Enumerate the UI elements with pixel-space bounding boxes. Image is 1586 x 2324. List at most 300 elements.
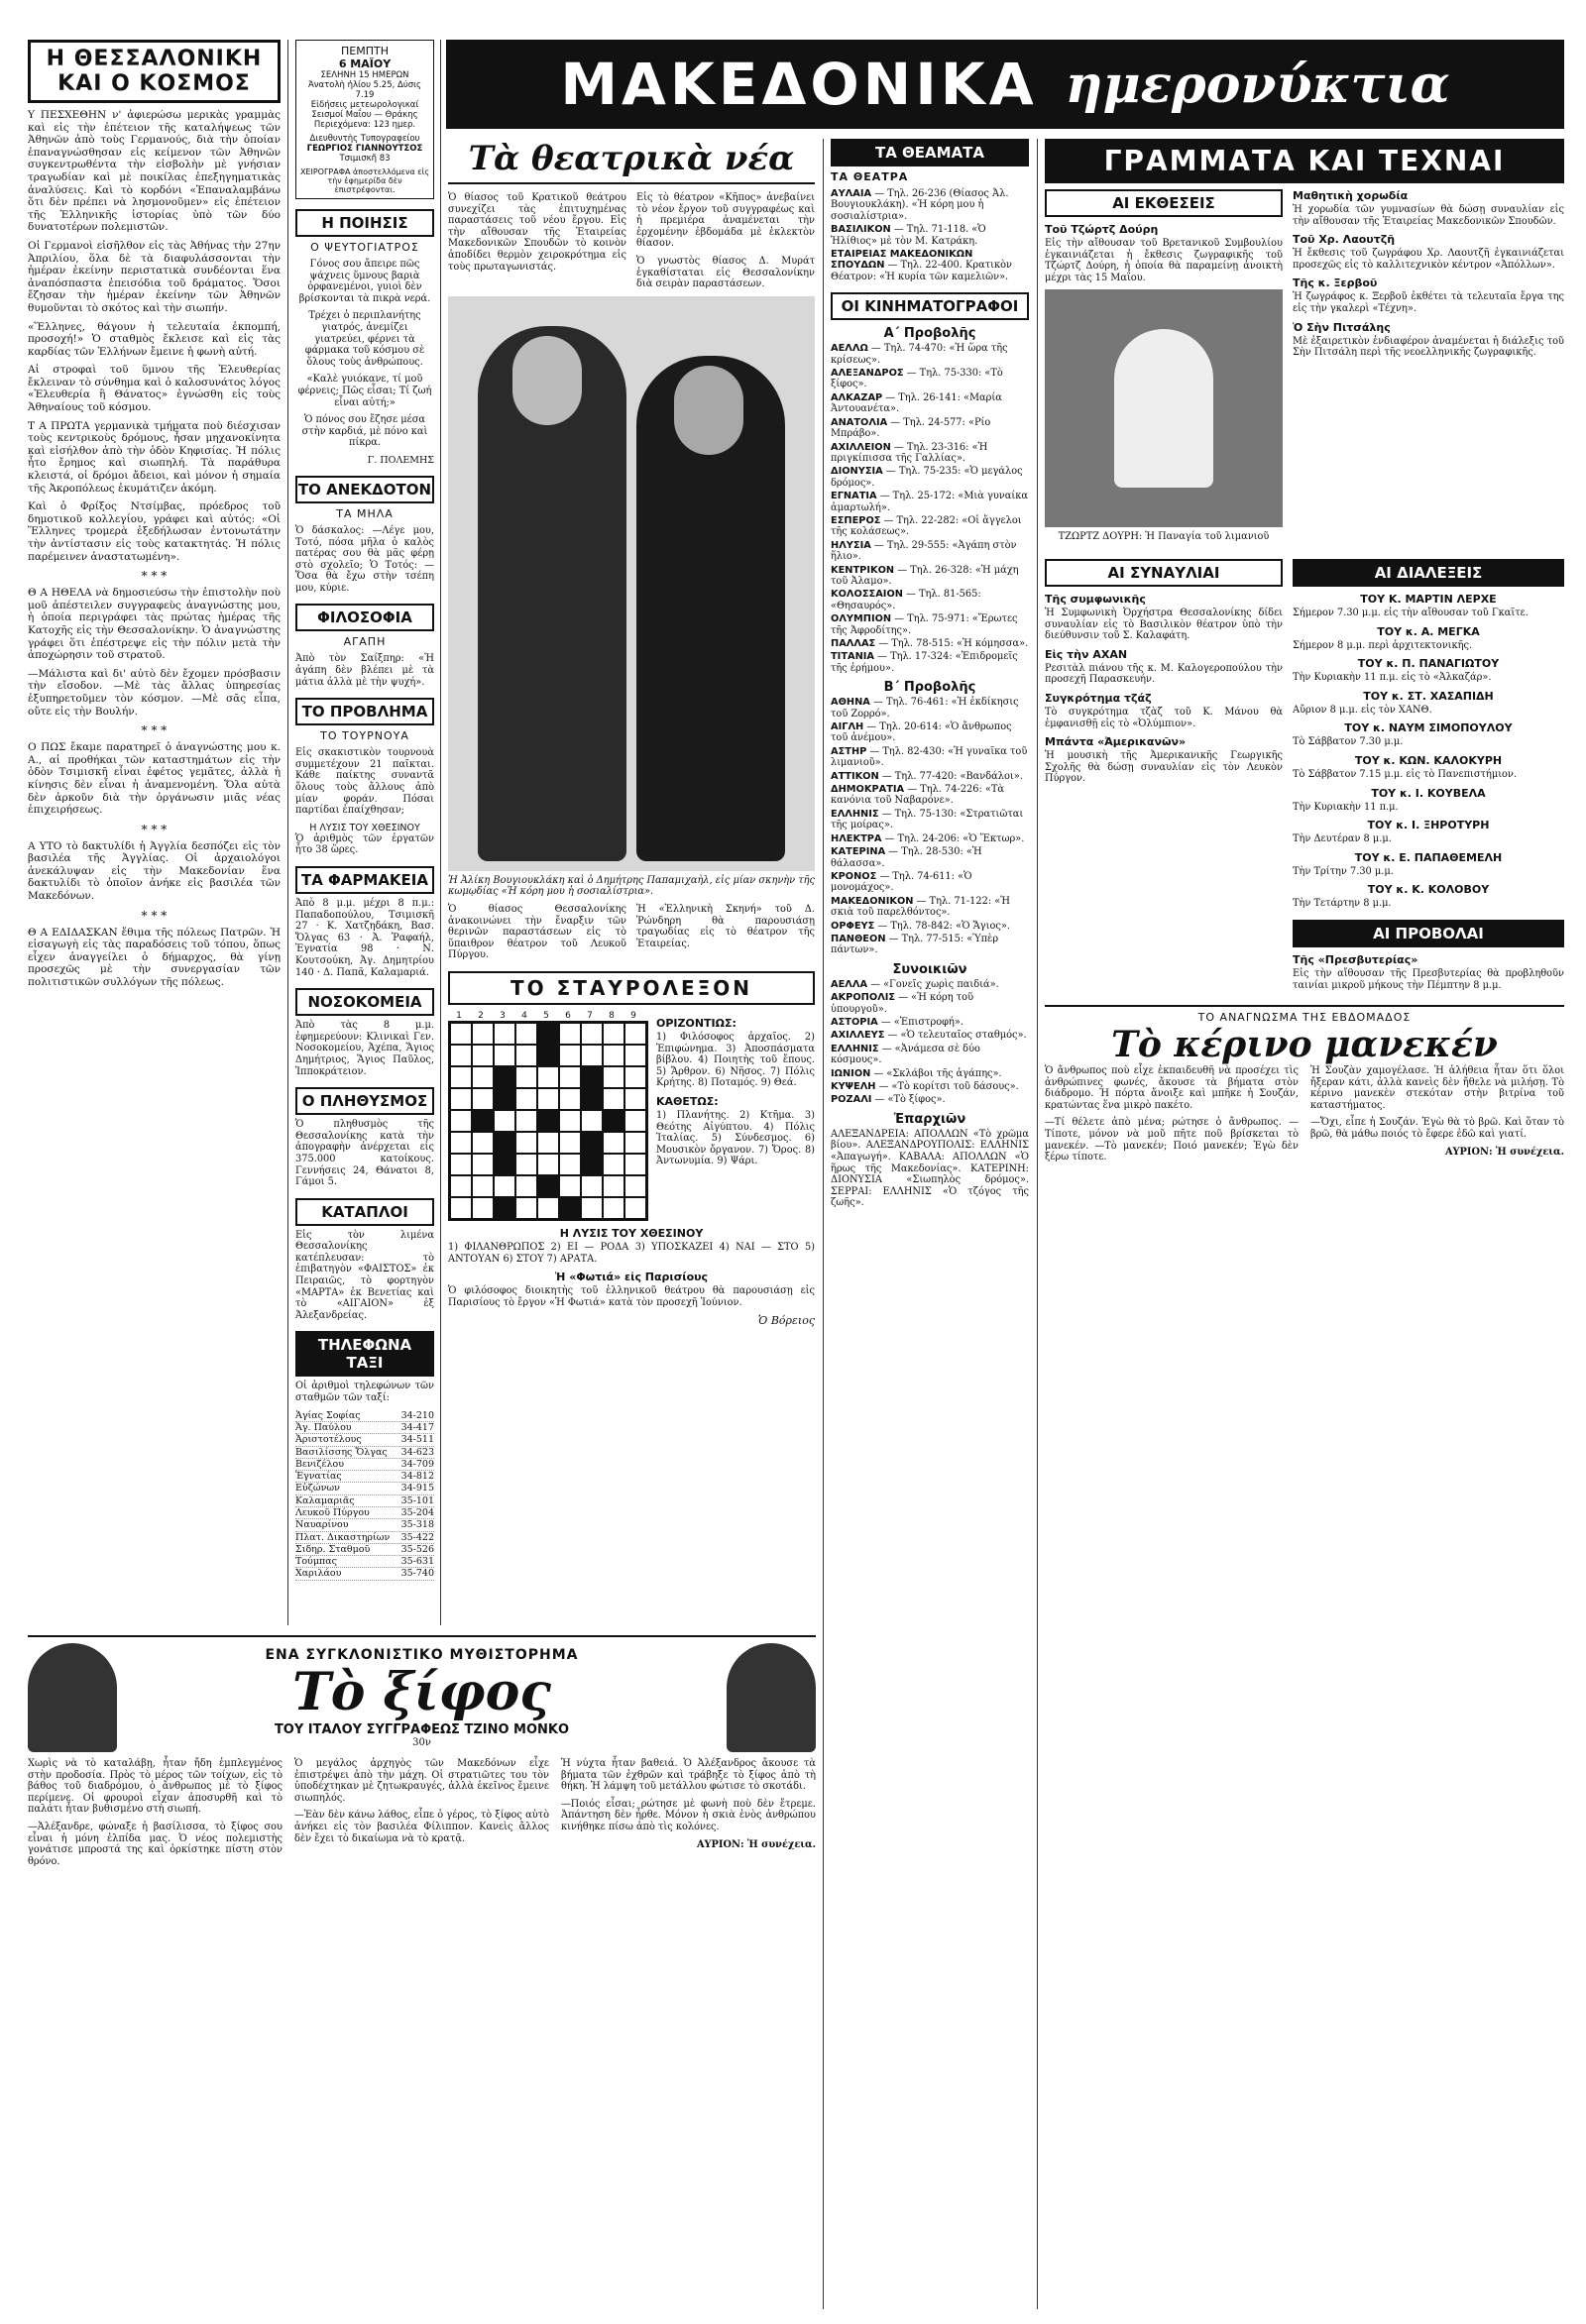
- crossword-cell[interactable]: [581, 1110, 603, 1132]
- cinema-listing-details: Τηλ. 75-330: «Τὸ ξίφος».: [831, 368, 1003, 390]
- crossword-across-clues: 1) Φιλόσοφος ἀρχαῖος. 2) Ἐπιφώνημα. 3) Ἀποσπάσματα βίβλου. 4) Ποιητὴς τοῦ ἔπους. 5) Ἄρθρον. 6) Νῆσος. 7) Πόλις Κρήτης. 8) Ποταμός. 9) Θεά.: [656, 1032, 815, 1089]
- neighbourhood-title: Συνοικιῶν: [892, 961, 967, 977]
- crossword-column-numbers: [448, 1011, 646, 1021]
- crossword-number: 8: [609, 1011, 615, 1022]
- taxi-station: Ἀριστοτέλους: [295, 1434, 362, 1446]
- concert-title: Τῆς συμφωνικῆς: [1045, 592, 1146, 606]
- crossword-cell[interactable]: [494, 1110, 515, 1132]
- exhibition-title: Ὁ Σὴν Πιτσάλης: [1293, 320, 1391, 334]
- crossword-black-cell: [581, 1154, 603, 1175]
- novel-next: ΑΥΡΙΟΝ: Ἡ συνέχεια.: [696, 1838, 816, 1850]
- cinema-name: ΑΕΛΛΩ: [831, 343, 868, 355]
- cinema-listing: ΕΓΝΑΤΙΑ — Τηλ. 25-172: «Μιὰ γυναίκα ἀμαρτωλή».: [831, 491, 1028, 513]
- crossword-cell[interactable]: [537, 1088, 559, 1110]
- taxi-station: Εὐζώνων: [295, 1483, 340, 1494]
- crossword-black-cell: [581, 1088, 603, 1110]
- answer-text: Ὁ ἀριθμὸς τῶν ἐργατῶν ἦτο 38 ὥρες.: [295, 832, 434, 856]
- problem-subtitle: ΤΟ ΤΟΥΡΝΟΥΑ: [320, 729, 409, 743]
- crossword-cell[interactable]: [624, 1175, 646, 1197]
- poem-stanza: Ὁ πόνος σου ἔζησε μέσα στὴν καρδιά, μὲ πόνο καὶ πίκρα.: [301, 414, 428, 449]
- cinema-listing-details: «Ἐπιστροφή».: [893, 1016, 963, 1028]
- cinema-name: ΑΚΡΟΠΟΛΙΣ: [831, 992, 896, 1004]
- crossword-cell[interactable]: [450, 1066, 472, 1088]
- painting-photo: [1045, 289, 1283, 527]
- column-short-items: [295, 40, 434, 1581]
- crossword-cell[interactable]: [515, 1110, 537, 1132]
- taxi-station: Καλαμαριᾶς: [295, 1494, 355, 1506]
- cinemas-first-run-list: [831, 343, 1029, 674]
- cinema-name: ΑΧΙΛΛΕΥΣ: [831, 1030, 885, 1042]
- city-world-title-line1: Η ΘΕΣΣΑΛΟΝΙΚΗ: [46, 47, 263, 71]
- column-letters-arts: [1045, 139, 1564, 1166]
- cinema-name: ΙΩΝΙΟΝ: [831, 1067, 871, 1079]
- theatre-news-title: Τὰ θεατρικὰ νέα: [448, 139, 815, 184]
- hospital-list: Ἀπὸ τὰς 8 μ.μ. ἐφημερεύουν: Κλινικαὶ Γεν. Νοσοκομείου, Ἀχέπα, Ἅγιος Δημήτριος, Ἅγιος Παῦλος, Ἱπποκράτειον.: [295, 1020, 434, 1077]
- newspaper-page: [28, 40, 1564, 2309]
- novel-paragraph: Ὁ μεγάλος ἀρχηγὸς τῶν Μακεδόνων εἶχε ἐπιστρέψει ἀπὸ τὴν μάχη. Οἱ στρατιῶτες του τὸν ὑποδέχτηκαν μὲ ζητωκραυγές, ἀλλὰ ἐκεῖνος ἔμεινε σιωπηλός.: [294, 1758, 549, 1804]
- crossword-number: 7: [587, 1011, 593, 1022]
- crossword-cell[interactable]: [559, 1132, 581, 1154]
- column-rule: [823, 139, 824, 2309]
- cinema-listing-details: Τηλ. 82-430: «Ἡ γυναῖκα τοῦ λιμανιοῦ».: [831, 745, 1028, 769]
- theatre-listing-details: Τηλ. 26-236 (Θίασος Ἀλ. Βουγιουκλάκη). «Ἡ κόρη μου ἡ σοσιαλίστρια».: [831, 188, 1009, 222]
- lecture-speaker: ΤΟΥ κ. ΝΑΥΜ ΣΙΜΟΠΟΥΛΟΥ: [1344, 721, 1513, 735]
- crossword-cell[interactable]: [515, 1154, 537, 1175]
- crossword-cell[interactable]: [515, 1023, 537, 1045]
- city-world-paragraph: Αἱ στροφαὶ τοῦ ὕμνου τῆς Ἐλευθερίας ἔκλειναν τὸ σύνθημα καὶ ὁ καλοσυνάτος λόγος «Ἐλευθερία ἢ Θάνατος» ἐγνώσθη εἰς τοὺς Ἀθηναίους τοῦ κόσμου.: [28, 364, 281, 414]
- cinema-listing: ΑΕΛΛΑ — «Γονεῖς χωρὶς παιδιά».: [831, 978, 999, 990]
- theatre-listing-details: Τηλ. 71-118. «Ὁ Ἡλίθιος» μὲ τὸν Μ. Κατράκη.: [831, 224, 986, 247]
- crossword-cell[interactable]: [515, 1175, 537, 1197]
- theatre-news-paragraph: Ὁ θίασος Θεσσαλονίκης ἀνακοινώνει τὴν ἔναρξιν τῶν θερινῶν παραστάσεων εἰς τὸ ὕπαιθρον θέατρον τοῦ Λευκοῦ Πύργου.: [448, 903, 626, 961]
- painting-caption: ΤΖΩΡΤΖ ΔΟΥΡΗ: Ἡ Παναγία τοῦ λιμανιοῦ: [1058, 531, 1270, 543]
- novel-illustration-right: [727, 1643, 816, 1752]
- philosophy-text: Ἀπὸ τὸν Σαίξπηρ: «Ἡ ἀγάπη δὲν βλέπει μὲ τὰ μάτια ἀλλὰ μὲ τὴν ψυχή».: [295, 653, 434, 688]
- crossword-black-cell: [537, 1023, 559, 1045]
- screenings-header: ΑΙ ΠΡΟΒΟΛΑΙ: [1293, 920, 1564, 947]
- crossword-black-cell: [494, 1066, 515, 1088]
- taxi-row: [295, 1410, 434, 1422]
- fotia-title: Ἡ «Φωτιά» εἰς Παρισίους: [554, 1271, 709, 1284]
- cinema-listing-details: «Τὸ κορίτσι τοῦ δάσους».: [891, 1081, 1019, 1092]
- novel-tag: ΕΝΑ ΣΥΓΚΛΟΝΙΣΤΙΚΟ ΜΥΘΙΣΤΟΡΗΜΑ: [265, 1647, 579, 1663]
- taxi-header: ΤΗΛΕΦΩΝΑ ΤΑΞΙ: [295, 1331, 434, 1377]
- province-title: Ἐπαρχιῶν: [893, 1111, 966, 1127]
- lecture-details: Σήμερον 8 μ.μ. περὶ ἀρχιτεκτονικῆς.: [1293, 639, 1473, 651]
- ships-text: Εἰς τὸν λιμένα Θεσσαλονίκης κατέπλευσαν: τὸ ἐπιβατηγὸν «ΦΑΙΣΤΟΣ» ἐκ Πειραιῶς, τὸ φορτηγὸν «ΜΑΡΤΑ» ἐκ Βενετίας καὶ τὸ «ΑΙΓΑΙΟΝ» ἐξ Ἀλεξανδρείας.: [295, 1229, 434, 1321]
- crossword-cell[interactable]: [472, 1023, 494, 1045]
- poetry-subtitle: Ο ΨΕΥΤΟΓΙΑΤΡΟΣ: [310, 241, 419, 254]
- crossword-title: ΤΟ ΣΤΑΥΡΟΛΕΞΟΝ: [448, 971, 815, 1005]
- cinema-listing-details: Τηλ. 26-141: «Μαρία Ἀντουανέτα».: [831, 391, 1002, 415]
- crossword-cell[interactable]: [559, 1066, 581, 1088]
- crossword-answer: 1) ΦΙΛΑΝΘΡΩΠΟΣ 2) ΕΙ — ΡΟΔΑ 3) ΥΠΟΣΚΑΖΕΙ 4) ΝΑΙ — ΣΤΟ 5) ΑΝΤΟΥΑΝ 6) ΣΤΟΥ 7) ΑΡΑΤΑ.: [448, 1242, 815, 1265]
- city-world-paragraph: Ο ΠΩΣ ἔκαμε παρατηρεῖ ὁ ἀναγνώστης μου κ. Α., αἱ προθήκαι τῶν καταστημάτων εἰς τὴν ὁδὸν Τσιμισκῆ εἶναι ἐφέτος γεμᾶτες, ἀλλὰ ἡ κίνησις δὲν εἶναι ἡ ἀναμενομένη. Ὅλα αὐτὰ δὲν ἀρκοῦν διὰ τὴν ὀργάνωσιν μιᾶς νέας ἐπιχειρήσεως.: [28, 741, 281, 817]
- lecture-speaker: ΤΟΥ κ. Ε. ΠΑΠΑΘΕΜΕΛΗ: [1354, 850, 1503, 864]
- editor-name: ΓΕΩΡΓΙΟΣ ΓΙΑΝΝΟΥΤΣΟΣ: [306, 144, 423, 154]
- taxi-phone: 34-417: [400, 1421, 434, 1433]
- cinema-listing: ΑΤΤΙΚΟΝ — Τηλ. 77-420: «Βανδάλοι».: [831, 770, 1023, 782]
- cinema-name: ΑΘΗΝΑ: [831, 697, 870, 709]
- serial-paragraph: Ὁ ἄνθρωπος ποὺ εἶχε ἐκπαιδευθῆ νὰ προσέχει τὶς ἀνθρώπινες φωνές, ἄκουσε τὰ βήματα στὸν διάδρομο. Ἡ πόρτα ἄνοιξε καὶ μπῆκε ἡ Σουζάν, κρατώντας ἕνα μικρὸ πακέτο.: [1045, 1065, 1299, 1111]
- cinema-name: ΔΗΜΟΚΡΑΤΙΑ: [831, 784, 905, 796]
- theatre-listing: ΑΥΛΑΙΑ — Τηλ. 26-236 (Θίασος Ἀλ. Βουγιουκλάκη). «Ἡ κόρη μου ἡ σοσιαλίστρια».: [831, 188, 1009, 222]
- novel-header: [28, 1643, 816, 1752]
- date-day: ΠΕΜΠΤΗ: [341, 45, 389, 57]
- philosophy-header: ΦΙΛΟΣΟΦΙΑ: [295, 604, 434, 631]
- cinema-name: ΕΓΝΑΤΙΑ: [831, 491, 877, 502]
- taxi-row: [295, 1422, 434, 1434]
- serial-title: Τὸ κέρινο μανεκέν: [1111, 1024, 1498, 1066]
- crossword: [448, 1011, 646, 1221]
- crossword-cell[interactable]: [603, 1154, 624, 1175]
- novel-section: [28, 1635, 816, 1867]
- crossword-cell[interactable]: [581, 1197, 603, 1219]
- crossword-cell[interactable]: [603, 1088, 624, 1110]
- cinemas-province-list: ΑΛΕΞΑΝΔΡΕΙΑ: ΑΠΟΛΛΩΝ «Τὸ χρῶμα βίου». ΑΛΕΞΑΝΔΡΟΥΠΟΛΙΣ: ΕΛΛΗΝΙΣ «Ἀπαγωγή». ΚΑΒΑΛΑ: ΑΠΟΛΛΩΝ «Ὁ ἥρως τῆς Μακεδονίας». ΚΑΤΕΡΙΝΗ: ΔΙΟΝΥΣΙΑ «Σιωπηλὸς δρόμος». ΣΕΡΡΑΙ: ΕΛΛΗΝΙΣ «Ὁ τζόγος τῆς ζωῆς».: [831, 1128, 1029, 1209]
- cinema-listing-details: «Σκλάβοι τῆς ἀγάπης».: [886, 1067, 1002, 1079]
- crossword-down-title: ΚΑΘΕΤΩΣ:: [656, 1095, 719, 1109]
- cinema-listing-details: Τηλ. 24-206: «Ὁ Ἕκτωρ».: [897, 832, 1025, 844]
- crossword-cell[interactable]: [472, 1132, 494, 1154]
- answer-title: Η ΛΥΣΙΣ ΤΟΥ ΧΘΕΣΙΝΟΥ: [309, 822, 420, 833]
- crossword-cell[interactable]: [581, 1023, 603, 1045]
- lecture-speaker: ΤΟΥ κ. Ι. ΚΟΥΒΕΛΑ: [1371, 786, 1486, 800]
- taxi-phone: 35-631: [400, 1556, 434, 1568]
- crossword-cell[interactable]: [450, 1154, 472, 1175]
- novel-illustration-left: [28, 1643, 117, 1752]
- masthead-subtitle: ημερονύκτια: [1065, 54, 1450, 115]
- serial-next: ΑΥΡΙΟΝ: Ἡ συνέχεια.: [1444, 1146, 1564, 1158]
- crossword-black-cell: [494, 1197, 515, 1219]
- cinema-name: ΜΑΚΕΔΟΝΙΚΟΝ: [831, 895, 914, 907]
- crossword-number: 9: [630, 1011, 636, 1022]
- anecdote-header: ΤΟ ΑΝΕΚΔΟΤΟΝ: [295, 476, 434, 503]
- exhibition-text: Ἡ ζωγράφος κ. Ξερβοῦ ἐκθέτει τὰ τελευταῖα ἔργα της εἰς τὴν γκαλερὶ «Τέχνη».: [1293, 291, 1564, 314]
- cinema-listing: ΑΛΚΑΖΑΡ — Τηλ. 26-141: «Μαρία Ἀντουανέτα».: [831, 391, 1002, 415]
- cinema-listing-details: Τηλ. 75-235: «Ὁ μεγάλος δρόμος».: [831, 466, 1023, 489]
- crossword-cell[interactable]: [515, 1132, 537, 1154]
- cinema-listing-details: Τηλ. 78-515: «Ἡ κόμησσα».: [891, 638, 1029, 649]
- date-box-line: Εἰδήσεις μετεωρολογικαί: [310, 100, 419, 110]
- concert-text: Ἡ μουσικὴ τῆς Ἀμερικανικῆς Γεωργικῆς Σχολῆς θὰ δώσῃ συναυλίαν εἰς τὸν Λευκὸν Πύργον.: [1045, 750, 1283, 785]
- taxi-station: Λευκοῦ Πύργου: [295, 1507, 370, 1518]
- serial-paragraph: Ἡ Σουζὰν χαμογέλασε. Ἡ ἀλήθεια ἦταν ὅτι ὅλοι ἤξεραν κάτι, ἀλλὰ κανεὶς δὲν ἤθελε νὰ μιλήσῃ. Τὸ κέρινο μανεκὲν στεκόταν στὴν βιτρίνα τοῦ καταστήματος.: [1310, 1065, 1564, 1111]
- section-separator: * * *: [141, 822, 168, 836]
- novel-title: Τὸ ξίφος: [292, 1662, 551, 1722]
- crossword-cell[interactable]: [603, 1066, 624, 1088]
- taxi-row: [295, 1507, 434, 1519]
- cinema-listing-details: Τηλ. 23-316: «Ἡ πριγκίπισσα τῆς Γαλλίας».: [831, 441, 988, 464]
- taxi-phone: 35-526: [400, 1543, 434, 1555]
- crossword-across-title: ΟΡΙΖΟΝΤΙΩΣ:: [656, 1017, 736, 1031]
- serial-header: [1045, 1005, 1564, 1065]
- cinema-listing: ΟΛΥΜΠΙΟΝ — Τηλ. 75-971: «Ἔρωτες τῆς Ἀφροδίτης».: [831, 613, 1018, 636]
- crossword-cell[interactable]: [624, 1066, 646, 1088]
- crossword-black-cell: [494, 1132, 515, 1154]
- lecture-speaker: ΤΟΥ κ. ΣΤ. ΧΑΣΑΠΙΔΗ: [1363, 689, 1494, 703]
- crossword-cell[interactable]: [515, 1066, 537, 1088]
- crossword-cell[interactable]: [472, 1088, 494, 1110]
- lecture-details: Τὴν Κυριακὴν 11 π.μ.: [1293, 801, 1399, 813]
- date-box: [295, 40, 434, 199]
- crossword-cell[interactable]: [537, 1197, 559, 1219]
- cinema-listing-details: Τηλ. 75-130: «Στρατιῶται τῆς μοίρας».: [831, 808, 1024, 831]
- exhibition-title: Τοῦ Χρ. Λαουτζῆ: [1293, 233, 1396, 247]
- crossword-number: 3: [500, 1011, 506, 1022]
- crossword-cell[interactable]: [494, 1023, 515, 1045]
- crossword-cell[interactable]: [624, 1154, 646, 1175]
- taxi-phone: 35-422: [400, 1531, 434, 1543]
- exhibition-title: Τῆς κ. Ξερβοῦ: [1293, 277, 1378, 290]
- column-city-and-world: [28, 40, 281, 995]
- crossword-black-cell: [581, 1066, 603, 1088]
- theatre-news-paragraph: Ὁ θίασος τοῦ Κρατικοῦ θεάτρου συνεχίζει τὰς ἐπιτυχημένας παραστάσεις τοῦ νέου ἔργου. Εἰς τὴν αἴθουσαν τῆς Ἑταιρείας Μακεδονικῶν Σπουδῶν τὸ κοινὸν ἀποδίδει θερμὸν χειροκρότημα εἰς τοὺς πρωταγωνιστάς.: [448, 192, 626, 273]
- cinema-name: ΟΡΦΕΥΣ: [831, 920, 875, 932]
- theatre-news-paragraph: Ὁ γνωστὸς θίασος Δ. Μυράτ ἐγκαθίσταται εἰς Θεσσαλονίκην διὰ σειρὰν παραστάσεων.: [636, 255, 815, 290]
- section-separator: * * *: [141, 569, 168, 584]
- crossword-black-cell: [581, 1132, 603, 1154]
- crossword-cell[interactable]: [537, 1066, 559, 1088]
- cinema-name: ΚΟΛΟΣΣΑΙΟΝ: [831, 589, 903, 601]
- cinema-listing: ΟΡΦΕΥΣ — Τηλ. 78-842: «Ὁ Ἄγιος».: [831, 920, 1010, 932]
- lecture-details: Σήμερον 7.30 μ.μ. εἰς τὴν αἴθουσαν τοῦ Γκαῖτε.: [1293, 607, 1529, 618]
- cinemas-second-run-list: [831, 697, 1029, 956]
- lecture-speaker: ΤΟΥ κ. Ι. ΞΗΡΟΤΥΡΗ: [1367, 819, 1490, 832]
- cinema-listing-details: Τηλ. 77-420: «Βανδάλοι».: [894, 770, 1023, 782]
- cinema-listing: ΠΑΝΘΕΟΝ — Τηλ. 77-515: «Ὑπὲρ πάντων».: [831, 933, 999, 956]
- crossword-cell[interactable]: [624, 1132, 646, 1154]
- crossword-cell[interactable]: [603, 1132, 624, 1154]
- cinema-listing: ΔΙΟΝΥΣΙΑ — Τηλ. 75-235: «Ὁ μεγάλος δρόμος».: [831, 466, 1023, 489]
- crossword-cell[interactable]: [450, 1197, 472, 1219]
- crossword-cell[interactable]: [515, 1088, 537, 1110]
- cinema-listing: ΙΩΝΙΟΝ — «Σκλάβοι τῆς ἀγάπης».: [831, 1067, 1002, 1079]
- lectures-header: ΑΙ ΔΙΑΛΕΞΕΙΣ: [1293, 559, 1564, 587]
- crossword-cell[interactable]: [559, 1088, 581, 1110]
- problem-text: Εἰς σκακιστικὸν τουρνουὰ συμμετέχουν 21 παῖκται. Κάθε παίκτης συναντᾶ ὅλους τοὺς ἄλλους ἀπὸ μίαν φοράν. Πόσαι παρτίδαι ἐπαίχθησαν;: [295, 747, 434, 817]
- serial-paragraph: —Ὄχι, εἶπε ἡ Σουζάν. Ἐγὼ θὰ τὸ βρῶ. Καὶ ὅταν τὸ βρῶ, θὰ μάθω ποιός τὸ ἔφερε ἐδῶ καὶ γιατί.: [1310, 1117, 1564, 1141]
- crossword-answer-title: Η ΛΥΣΙΣ ΤΟΥ ΧΘΕΣΙΝΟΥ: [559, 1227, 704, 1241]
- crossword-cell[interactable]: [624, 1110, 646, 1132]
- photo-caption: Ἡ Ἀλίκη Βουγιουκλάκη καὶ ὁ Δημήτρης Παπαμιχαὴλ, εἰς μίαν σκηνὴν τῆς κωμῳδίας «Ἡ κόρη μου ἡ σοσιαλίστρια».: [448, 874, 815, 898]
- cinema-listing: ΤΙΤΑΝΙΑ — Τηλ. 17-324: «Ἐπιδρομεῖς τῆς ἐρήμου».: [831, 651, 1018, 674]
- cinema-listing-details: Τηλ. 26-328: «Ἡ μάχη τοῦ Ἀλαμο».: [831, 564, 1019, 587]
- crossword-down-clues: 1) Πλανήτης. 2) Κτῆμα. 3) Θεότης Αἰγύπτου. 4) Πόλις Ἰταλίας. 5) Σύνδεσμος. 6) Μουσικὸν ὄργανον. 7) Ὄρος. 8) Ἀντωνυμία. 9) Ψάρι.: [656, 1110, 815, 1167]
- lecture-details: Τὴν Τρίτην 7.30 μ.μ.: [1293, 865, 1394, 877]
- photo-face-woman: [512, 336, 582, 425]
- crossword-cell[interactable]: [603, 1045, 624, 1066]
- taxi-row: [295, 1495, 434, 1507]
- cinema-listing: ΕΛΛΗΝΙΣ — Τηλ. 75-130: «Στρατιῶται τῆς μοίρας».: [831, 808, 1024, 831]
- cinema-listing-details: Τηλ. 71-122: «Ἡ σκιὰ τοῦ παρελθόντος».: [831, 895, 1010, 919]
- exhibition-text: Εἰς τὴν αἴθουσαν τοῦ Βρετανικοῦ Συμβουλίου ἐγκαινιάζεται ἡ ἔκθεσις ζωγραφικῆς τοῦ Τζώρτζ Δούρη, ἡ ὁποία θὰ παραμείνῃ ἀνοικτὴ μέχρι τὰς 15 Μαΐου.: [1045, 238, 1283, 283]
- date-box-line: Περιεχόμενα: 123 ημερ.: [313, 120, 416, 130]
- crossword-cell[interactable]: [624, 1045, 646, 1066]
- section-separator: * * *: [141, 723, 168, 738]
- city-world-paragraph: Θ Α ΕΔΙΔΑΣΚΑΝ ἔθιμα τῆς πόλεως Πατρῶν. Ἡ εἰσαγωγὴ εἰς τὰς παραδόσεις τοῦ τόπου, ὅπως εἶχεν ἀναγγείλει ὁ δήμαρχος, θὰ γίνῃ προσεχῶς μὲ τὴν συνεργασίαν τῶν πολιτιστικῶν συλλόγων τῆς πόλεως.: [28, 926, 281, 989]
- crossword-cell[interactable]: [494, 1175, 515, 1197]
- cinema-listing-details: «Τὸ ξίφος».: [887, 1094, 946, 1106]
- crossword-cell[interactable]: [472, 1045, 494, 1066]
- taxi-row: [295, 1447, 434, 1459]
- crossword-cell[interactable]: [450, 1132, 472, 1154]
- crossword-cell[interactable]: [537, 1132, 559, 1154]
- exhibition-text: Μὲ ἐξαιρετικὸν ἐνδιαφέρον ἀναμένεται ἡ διάλεξις τοῦ Σὴν Πιτσάλη περὶ τῆς νεοελληνικῆς ζωγραφικῆς.: [1293, 335, 1564, 359]
- crossword-cell[interactable]: [494, 1045, 515, 1066]
- cinema-listing: ΗΛΥΣΙΑ — Τηλ. 29-555: «Ἀγάπη στὸν ἥλιο».: [831, 539, 1017, 563]
- crossword-cell[interactable]: [581, 1175, 603, 1197]
- crossword-cell[interactable]: [450, 1110, 472, 1132]
- crossword-cell[interactable]: [559, 1110, 581, 1132]
- cinemas-neighbourhood-list: [831, 979, 1029, 1106]
- taxi-phone: 34-812: [400, 1471, 434, 1483]
- crossword-cell[interactable]: [603, 1023, 624, 1045]
- crossword-cell[interactable]: [450, 1088, 472, 1110]
- crossword-number: 6: [565, 1011, 571, 1022]
- cinema-listing-details: Τηλ. 28-530: «Ἡ θάλασσα».: [831, 846, 982, 869]
- lectures-list: [1293, 593, 1564, 910]
- taxi-station: Πλατ. Δικαστηρίων: [295, 1531, 391, 1543]
- lecture-details: Τὸ Σάββατον 7.30 μ.μ.: [1293, 736, 1404, 748]
- crossword-cell[interactable]: [472, 1154, 494, 1175]
- crossword-black-cell: [494, 1154, 515, 1175]
- date-box-line: Σεισμοί Μαΐου — Θράκης: [311, 110, 418, 120]
- taxi-station: Ἁγίας Σοφίας: [295, 1409, 361, 1421]
- lecture-speaker: ΤΟΥ Κ. ΜΑΡΤΙΝ ΛΕΡΧΕ: [1360, 592, 1497, 606]
- poem-stanza: «Καλὲ γυιόκανε, τί μοῦ φέρνεις; Πῶς εἶσαι; Τί ζωή εἶναι αὐτή;»: [297, 374, 432, 408]
- crossword-cell[interactable]: [450, 1023, 472, 1045]
- cinema-listing: ΑΚΡΟΠΟΛΙΣ — «Ἡ κόρη τοῦ ὑπουργοῦ».: [831, 992, 974, 1015]
- cinema-name: ΗΛΕΚΤΡΑ: [831, 832, 882, 844]
- crossword-number: 5: [543, 1011, 549, 1022]
- taxi-row: [295, 1459, 434, 1471]
- exhibition-text: Ἡ χορωδία τῶν γυμνασίων θὰ δώσῃ συναυλίαν εἰς τὴν αἴθουσαν τῆς Ἑταιρείας Μακεδονικῶν Σπουδῶν.: [1293, 204, 1564, 227]
- city-world-paragraph: Θ Α ΗΘΕΛΑ νὰ δημοσιεύσω τὴν ἐπιστολὴν ποὺ μοῦ ἀπέστειλεν συγγραφεὺς ἀναγνώστης μου, ἡ ὁποία περιγράφει τὰς πρώτας ἡμέρας τῆς Κατοχῆς εἰς τὴν Θεσσαλονίκην. Ὁ ἀναγνώστης γράφει ὅτι ἐπέστρεψε εἰς τὴν πόλιν μετὰ τὴν ἀποχώρησιν τοῦ στρατοῦ.: [28, 587, 281, 662]
- lecture-details: Τὴν Τετάρτην 8 μ.μ.: [1293, 898, 1392, 910]
- cinema-listing-details: «Ὁ τελευταῖος σταθμός».: [900, 1030, 1027, 1042]
- crossword-cell[interactable]: [559, 1175, 581, 1197]
- crossword-cell[interactable]: [624, 1023, 646, 1045]
- taxi-phone: 34-511: [400, 1434, 434, 1446]
- cinema-listing-details: Τηλ. 74-611: «Ὁ μονομάχος».: [831, 870, 972, 894]
- cinema-listing: ΑΣΤΟΡΙΑ — «Ἐπιστροφή».: [831, 1016, 963, 1028]
- crossword-number: 1: [456, 1011, 462, 1022]
- novel-author: ΤΟΥ ΙΤΑΛΟΥ ΣΥΓΓΡΑΦΕΩΣ ΤΖΙΝΟ ΜΟΝΚΟ: [274, 1722, 570, 1737]
- crossword-cell[interactable]: [472, 1175, 494, 1197]
- crossword-cell[interactable]: [559, 1154, 581, 1175]
- cinema-listing: ΜΑΚΕΔΟΝΙΚΟΝ — Τηλ. 71-122: «Ἡ σκιὰ τοῦ παρελθόντος».: [831, 895, 1010, 919]
- taxi-row: [295, 1532, 434, 1544]
- crossword-black-cell: [537, 1175, 559, 1197]
- cinema-name: ΚΥΨΕΛΗ: [831, 1081, 876, 1092]
- theatre-listing: ΕΤΑΙΡΕΙΑΣ ΜΑΚΕΔΟΝΙΚΩΝ ΣΠΟΥΔΩΝ — Τηλ. 22-400. Κρατικὸν Θέατρον: «Ἡ κυρία τῶν καμελιῶν».: [831, 249, 1012, 282]
- cinema-listing: ΑΕΛΛΩ — Τηλ. 74-470: «Ἡ ὥρα τῆς κρίσεως».: [831, 343, 1008, 366]
- crossword-cell[interactable]: [450, 1045, 472, 1066]
- taxi-station: Βασιλίσσης Ὄλγας: [295, 1446, 388, 1458]
- cinema-listing-details: Τηλ. 29-555: «Ἀγάπη στὸν ἥλιο».: [831, 539, 1017, 563]
- column-rule: [440, 40, 441, 1625]
- city-world-paragraph: Α ΥΤΟ τὸ δακτυλίδι ἡ Ἀγγλία δεσπόζει εἰς τὸν βασιλέα τῆς Ἀγγλίας. Οἱ ἀρχαιολόγοι ἀνεκάλυψαν εἰς τὴν Μακεδονίαν ἕνα δακτυλίδι τὸ ὁποῖον ἀνήκε εἰς βασιλέα τῶν Μακεδόνων.: [28, 839, 281, 903]
- crossword-cell[interactable]: [603, 1197, 624, 1219]
- cinema-name: ΕΛΛΗΝΙΣ: [831, 1043, 879, 1054]
- lecture-details: Τὴν Κυριακὴν 11 π.μ. εἰς τὸ «Ἀλκαζάρ».: [1293, 672, 1492, 684]
- crossword-cell[interactable]: [450, 1175, 472, 1197]
- theatre-name: ΕΤΑΙΡΕΙΑΣ ΜΑΚΕΔΟΝΙΚΩΝ ΣΠΟΥΔΩΝ: [831, 249, 973, 272]
- city-world-title: [28, 40, 281, 103]
- crossword-cell[interactable]: [515, 1045, 537, 1066]
- theatre-listing-details: Τηλ. 22-400. Κρατικὸν Θέατρον: «Ἡ κυρία τῶν καμελιῶν».: [831, 260, 1012, 282]
- crossword-cell[interactable]: [472, 1066, 494, 1088]
- cinema-listing-details: Τηλ. 81-565: «Θησαυρός».: [831, 589, 981, 611]
- cinema-listing: ΕΛΛΗΝΙΣ — «Ἀνάμεσα σὲ δύο κόσμους».: [831, 1043, 980, 1066]
- cinema-listing: ΗΛΕΚΤΡΑ — Τηλ. 24-206: «Ὁ Ἕκτωρ».: [831, 832, 1025, 844]
- cinema-name: ΠΑΝΘΕΟΝ: [831, 933, 886, 944]
- photo-face-man: [674, 366, 743, 455]
- poem-stanza: Γόνος σου ἄπειρε πῶς ψάχνεις ὕμνους βαριὰ ὀρφανεμένοι, γυιοὶ δὲν βρίσκονται τὰ πικρὰ νερά.: [298, 259, 431, 304]
- painting-shape: [1114, 329, 1213, 488]
- column-theatre-news: [448, 139, 815, 1327]
- cinema-name: ΑΤΤΙΚΟΝ: [831, 770, 879, 782]
- taxi-station: Ἐγνατίας: [295, 1471, 342, 1483]
- cinema-name: ΗΛΥΣΙΑ: [831, 539, 871, 551]
- cinema-listing: ΑΣΤΗΡ — Τηλ. 82-430: «Ἡ γυναῖκα τοῦ λιμανιοῦ».: [831, 745, 1028, 769]
- masthead: [446, 40, 1564, 129]
- crossword-cell[interactable]: [559, 1045, 581, 1066]
- crossword-cell[interactable]: [581, 1045, 603, 1066]
- population-text: Ὁ πληθυσμὸς τῆς Θεσσαλονίκης κατὰ τὴν ἀπογραφὴν ἀνέρχεται εἰς 375.000 κατοίκους. Γεννήσεις 24, Θάνατοι 8, Γάμοι 5.: [295, 1119, 434, 1188]
- crossword-cell[interactable]: [603, 1175, 624, 1197]
- crossword-cell[interactable]: [472, 1197, 494, 1219]
- date-value: 6 ΜΑΪΟΥ: [338, 57, 392, 70]
- concert-text: Τὸ συγκρότημα τζὰζ τοῦ Κ. Μάνου θὰ ἐμφανισθῇ εἰς τὸ «Ὀλύμπιον».: [1045, 706, 1283, 729]
- crossword-cell[interactable]: [624, 1197, 646, 1219]
- actors-photo: [448, 296, 815, 871]
- cinema-listing-details: Τηλ. 20-614: «Ὁ ἄνθρωπος τοῦ ἀνέμου».: [831, 721, 1012, 744]
- cinema-name: ΚΕΝΤΡΙΚΟΝ: [831, 564, 895, 576]
- taxi-station: Σιδηρ. Σταθμοῦ: [295, 1543, 371, 1555]
- lecture-details: Τὸ Σάββατον 7.15 μ.μ. εἰς τὸ Πανεπιστήμιον.: [1293, 768, 1517, 780]
- crossword-cell[interactable]: [537, 1154, 559, 1175]
- crossword-black-cell: [537, 1045, 559, 1066]
- cinema-name: ΤΙΤΑΝΙΑ: [831, 651, 875, 663]
- cinema-listing-details: Τηλ. 74-226: «Τὰ κανόνια τοῦ Ναβαρόνε».: [831, 784, 1005, 807]
- taxi-intro: Οἱ ἀριθμοὶ τηλεφώνων τῶν σταθμῶν τῶν ταξί:: [295, 1381, 434, 1404]
- cinema-listing: ΕΣΠΕΡΟΣ — Τηλ. 22-282: «Οἱ ἄγγελοι τῆς κολάσεως».: [831, 514, 1022, 538]
- crossword-cell[interactable]: [624, 1088, 646, 1110]
- signature-borias: Ὁ Βόρειος: [757, 1314, 815, 1328]
- novel-paragraph: —Ἀλέξανδρε, φώναξε ἡ βασίλισσα, τὸ ξίφος σου εἶναι ἡ μόνη ἐλπίδα μας. Ὁ νέος πολεμιστὴς γονάτισε μπροστά της καὶ ὁρκίστηκε πίστη στὸν θρόνο.: [28, 1821, 283, 1867]
- exhibitions-header: ΑΙ ΕΚΘΕΣΕΙΣ: [1045, 189, 1283, 217]
- novel-paragraph: Χωρὶς νὰ τὸ καταλάβῃ, ἦταν ἤδη ἐμπλεγμένος στὴν προδοσία. Πρὸς τὸ μέρος τῶν τοίχων, εἰς τὸ βάθος τοῦ διαδρόμου, ὁ ἄνθρωπος μὲ τὸ ξίφος περίμενε. Οἱ φρουροὶ εἶχαν ἀποσυρθῆ καὶ τὸ παλάτι ἦταν βυθισμένο στὴ σιωπή.: [28, 1758, 283, 1816]
- ships-header: ΚΑΤΑΠΛΟΙ: [295, 1198, 434, 1226]
- masthead-title: ΜΑΚΕΔΟΝΙΚΑ: [560, 51, 1038, 118]
- cinema-name: ΠΑΛΛΑΣ: [831, 638, 876, 649]
- crossword-cell[interactable]: [559, 1023, 581, 1045]
- taxi-station: Ναυαρίνου: [295, 1519, 349, 1531]
- poet-name: Γ. ΠΟΛΕΜΗΣ: [367, 454, 434, 466]
- crossword-grid: [448, 1021, 648, 1221]
- taxi-row: [295, 1556, 434, 1568]
- cinema-listing-details: Τηλ. 24-577: «Ρίο Μπράβο».: [831, 416, 991, 440]
- poem-stanza: Τρέχει ὁ περιπλανήτης γιατρός, ἀνεμίζει γιατρεύει, φέρνει τὰ φάρμακα τοῦ κόσμου σὲ ὅλους τοὺς ἀνθρώπους.: [304, 310, 425, 368]
- sun-times: Ἀνατολὴ ἡλίου 5.25, Δύσις 7.19: [307, 80, 422, 100]
- cinema-listing: ΚΕΝΤΡΙΚΟΝ — Τηλ. 26-328: «Ἡ μάχη τοῦ Ἀλαμο».: [831, 564, 1019, 587]
- crossword-cell[interactable]: [515, 1197, 537, 1219]
- cinema-listing-details: Τηλ. 76-461: «Ἡ ἐκδίκησις τοῦ Ζορρό».: [831, 697, 1019, 719]
- theatres-header: ΤΑ ΘΕΑΜΑΤΑ: [831, 139, 1029, 166]
- fotia-text: Ὁ φιλόσοφος διοικητὴς τοῦ ἑλληνικοῦ θεάτρου θὰ παρουσιάσῃ εἰς Παρισίους τὸ ἔργον «Ἡ Φωτιά» κατὰ τὸν προσεχῆ Ἰούνιον.: [448, 1285, 815, 1308]
